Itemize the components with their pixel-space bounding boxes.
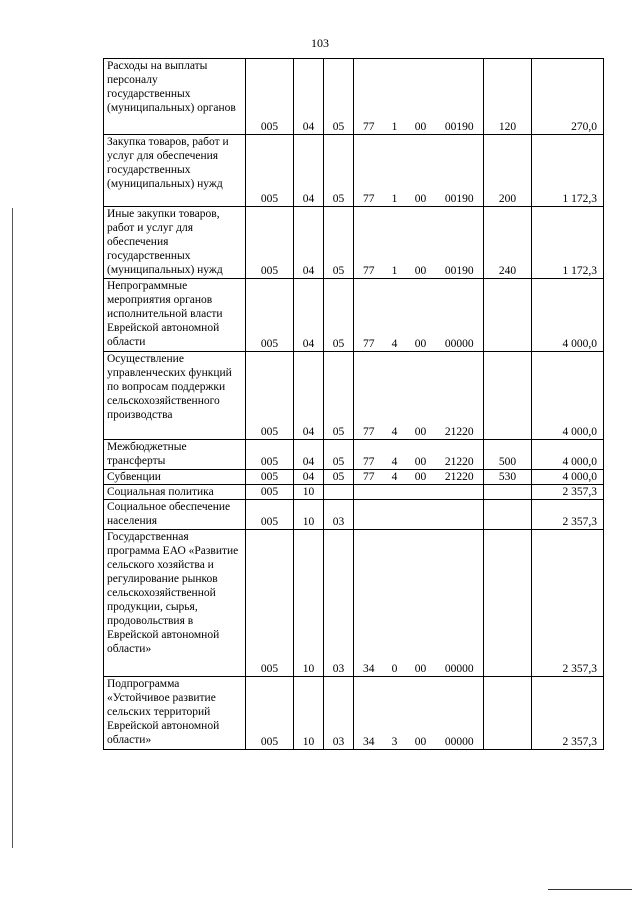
cell-csr-4: 00190: [436, 59, 484, 135]
cell-csr-4: 00190: [436, 135, 484, 207]
table-row: [104, 485, 604, 500]
cell-csr-3: 00: [406, 440, 436, 470]
cell-csr-2: 4: [384, 352, 406, 440]
table-row: [104, 500, 604, 530]
cell-csr-1: 77: [354, 352, 384, 440]
table-row: [104, 677, 604, 750]
cell-csr-4: [436, 500, 484, 530]
table-row: [104, 207, 604, 279]
cell-csr-3: 00: [406, 59, 436, 135]
budget-table: [103, 58, 604, 750]
row-name: Осуществление управленческих функций по вопросам поддержки сельскохозяйственного производства: [104, 352, 246, 440]
cell-vr: [484, 500, 532, 530]
cell-csr-4: [436, 485, 484, 500]
cell-csr-3: [406, 500, 436, 530]
table-row: [104, 530, 604, 677]
cell-csr-3: 00: [406, 530, 436, 677]
cell-sum: 1 172,3: [532, 135, 604, 207]
cell-pr: 05: [324, 440, 354, 470]
cell-rz: 10: [294, 530, 324, 677]
row-name: Непрограммные мероприятия органов исполнительной власти Еврейской автономной области: [104, 279, 246, 352]
cell-rz: 10: [294, 485, 324, 500]
cell-csr-1: 77: [354, 59, 384, 135]
cell-csr-4: 00190: [436, 207, 484, 279]
cell-csr-2: 4: [384, 279, 406, 352]
cell-vr: [484, 485, 532, 500]
cell-csr-1: 77: [354, 470, 384, 485]
cell-pr: 03: [324, 677, 354, 750]
cell-sum: 4 000,0: [532, 440, 604, 470]
cell-pr: [324, 485, 354, 500]
cell-csr-4: 00000: [436, 530, 484, 677]
cell-ved: 005: [246, 530, 294, 677]
cell-ved: 005: [246, 440, 294, 470]
cell-csr-1: [354, 485, 384, 500]
cell-rz: 04: [294, 279, 324, 352]
cell-vr: [484, 530, 532, 677]
cell-csr-4: 21220: [436, 440, 484, 470]
cell-csr-1: 34: [354, 530, 384, 677]
cell-csr-2: 4: [384, 470, 406, 485]
table-row: [104, 470, 604, 485]
cell-csr-3: 00: [406, 207, 436, 279]
cell-pr: 03: [324, 530, 354, 677]
cell-pr: 05: [324, 207, 354, 279]
cell-vr: 500: [484, 440, 532, 470]
cell-pr: 05: [324, 135, 354, 207]
cell-vr: [484, 352, 532, 440]
row-name: Иные закупки товаров, работ и услуг для обеспечения государственных (муниципальных) нужд: [104, 207, 246, 279]
cell-csr-1: 77: [354, 135, 384, 207]
cell-sum: 4 000,0: [532, 470, 604, 485]
row-name: Социальная политика: [104, 485, 246, 500]
cell-vr: [484, 677, 532, 750]
cell-ved: 005: [246, 279, 294, 352]
table-row: [104, 352, 604, 440]
cell-sum: 2 357,3: [532, 530, 604, 677]
footer-line: [548, 889, 632, 890]
cell-rz: 10: [294, 677, 324, 750]
cell-csr-4: 21220: [436, 470, 484, 485]
table-row: [104, 440, 604, 470]
cell-sum: 4 000,0: [532, 279, 604, 352]
cell-rz: 04: [294, 352, 324, 440]
cell-ved: 005: [246, 677, 294, 750]
cell-sum: 2 357,3: [532, 485, 604, 500]
cell-csr-4: 00000: [436, 279, 484, 352]
cell-ved: 005: [246, 500, 294, 530]
cell-rz: 04: [294, 135, 324, 207]
cell-csr-2: [384, 500, 406, 530]
cell-vr: [484, 279, 532, 352]
cell-vr: 240: [484, 207, 532, 279]
cell-csr-1: 77: [354, 440, 384, 470]
cell-csr-1: [354, 500, 384, 530]
row-name: Социальное обеспечение населения: [104, 500, 246, 530]
cell-csr-2: 1: [384, 59, 406, 135]
cell-sum: 270,0: [532, 59, 604, 135]
cell-csr-4: 21220: [436, 352, 484, 440]
cell-ved: 005: [246, 135, 294, 207]
left-margin-line: [12, 208, 13, 848]
cell-sum: 4 000,0: [532, 352, 604, 440]
table-row: [104, 59, 604, 135]
cell-rz: 10: [294, 500, 324, 530]
cell-csr-1: 34: [354, 677, 384, 750]
cell-csr-2: [384, 485, 406, 500]
cell-csr-2: 1: [384, 207, 406, 279]
row-name: Межбюджетные трансферты: [104, 440, 246, 470]
cell-vr: 200: [484, 135, 532, 207]
row-name: Расходы на выплаты персоналу государственных (муниципальных) органов: [104, 59, 246, 135]
cell-csr-3: 00: [406, 470, 436, 485]
cell-ved: 005: [246, 59, 294, 135]
table-row: [104, 135, 604, 207]
cell-csr-4: 00000: [436, 677, 484, 750]
cell-sum: 2 357,3: [532, 500, 604, 530]
page-number: 103: [311, 36, 329, 50]
cell-pr: 05: [324, 279, 354, 352]
cell-rz: 04: [294, 207, 324, 279]
cell-rz: 04: [294, 59, 324, 135]
cell-csr-2: 3: [384, 677, 406, 750]
row-name: Закупка товаров, работ и услуг для обеспечения государственных (муниципальных) нужд: [104, 135, 246, 207]
cell-csr-3: [406, 485, 436, 500]
cell-rz: 04: [294, 440, 324, 470]
row-name: Государственная программа ЕАО «Развитие сельского хозяйства и регулирование рынков сельскохозяйственной продукции, сырья, продовольствия в Еврейской автономной области»: [104, 530, 246, 677]
cell-rz: 04: [294, 470, 324, 485]
cell-pr: 05: [324, 59, 354, 135]
cell-csr-2: 4: [384, 440, 406, 470]
cell-sum: 2 357,3: [532, 677, 604, 750]
cell-pr: 03: [324, 500, 354, 530]
cell-vr: 120: [484, 59, 532, 135]
cell-ved: 005: [246, 485, 294, 500]
cell-vr: 530: [484, 470, 532, 485]
cell-csr-2: 1: [384, 135, 406, 207]
cell-ved: 005: [246, 207, 294, 279]
cell-pr: 05: [324, 470, 354, 485]
cell-csr-3: 00: [406, 279, 436, 352]
cell-csr-3: 00: [406, 352, 436, 440]
cell-ved: 005: [246, 470, 294, 485]
cell-csr-2: 0: [384, 530, 406, 677]
cell-ved: 005: [246, 352, 294, 440]
cell-csr-3: 00: [406, 135, 436, 207]
table-row: [104, 279, 604, 352]
cell-csr-3: 00: [406, 677, 436, 750]
cell-sum: 1 172,3: [532, 207, 604, 279]
cell-csr-1: 77: [354, 207, 384, 279]
row-name: Субвенции: [104, 470, 246, 485]
cell-csr-1: 77: [354, 279, 384, 352]
row-name: Подпрограмма «Устойчивое развитие сельских территорий Еврейской автономной области»: [104, 677, 246, 750]
cell-pr: 05: [324, 352, 354, 440]
